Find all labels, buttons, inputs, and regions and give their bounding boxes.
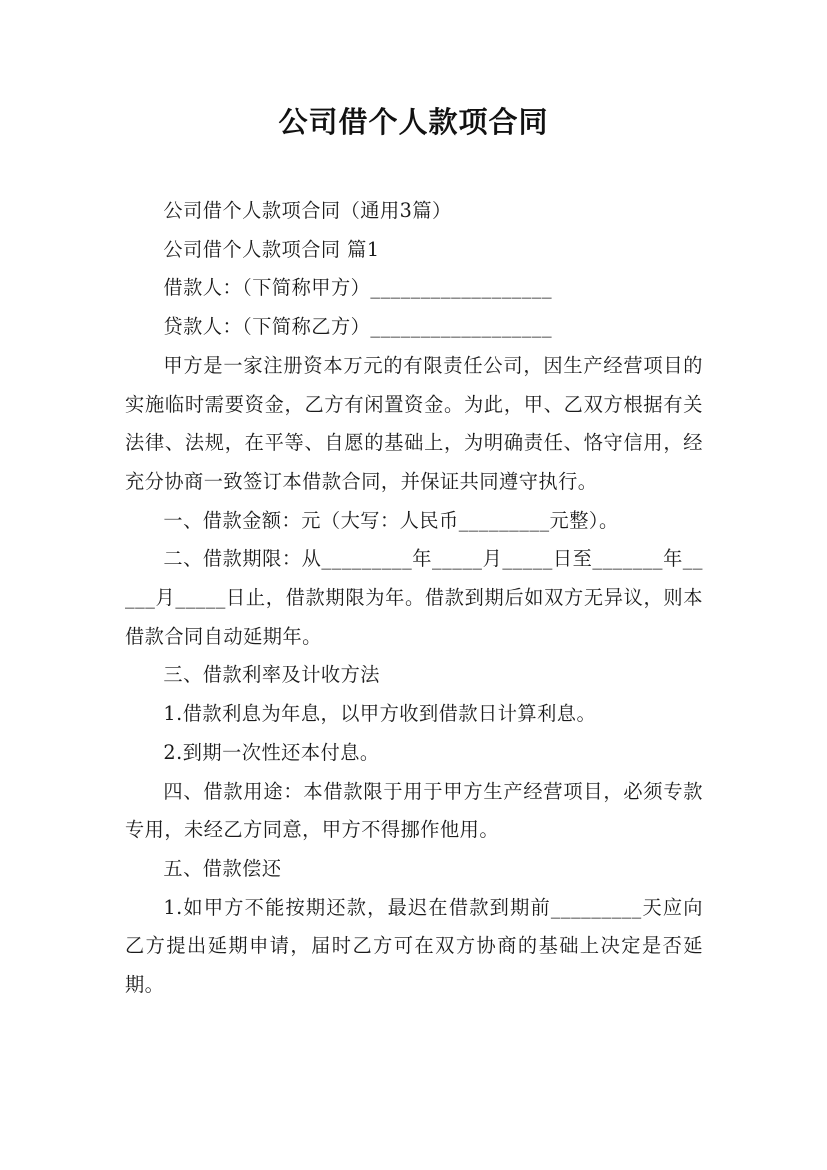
paragraph-loan-purpose: 四、借款用途：本借款限于用于甲方生产经营项目，必须专款专用，未经乙方同意，甲方不得挪作他用。 bbox=[125, 779, 703, 842]
paragraph-lender: 贷款人：（下简称乙方）__________________ bbox=[163, 315, 553, 339]
paragraph-section-heading: 公司借个人款项合同 篇1 bbox=[163, 237, 380, 261]
paragraph-repayment-item-1: 1.如甲方不能按期还款，最迟在借款到期前_________天应向乙方提出延期申请，届时乙方可在双方协商的基础上决定是否延期。 bbox=[125, 895, 703, 997]
paragraph-interest-heading: 三、借款利率及计收方法 bbox=[163, 663, 380, 687]
document-title: 公司借个人款项合同 bbox=[278, 105, 549, 139]
paragraph-preamble: 甲方是一家注册资本万元的有限责任公司，因生产经营项目的实施临时需要资金，乙方有闲置资金。为此，甲、乙双方根据有关法律、法规，在平等、自愿的基础上，为明确责任、恪守信用，经充分协商一致签订本借款合同，并保证共同遵守执行。 bbox=[125, 353, 703, 493]
paragraph-repayment-heading: 五、借款偿还 bbox=[163, 856, 282, 880]
paragraph-interest-item-1: 1.借款利息为年息，以甲方收到借款日计算利息。 bbox=[163, 702, 597, 726]
paragraph-loan-amount: 一、借款金额：元（大写：人民币_________元整）。 bbox=[163, 508, 619, 532]
paragraph-interest-item-2: 2.到期一次性还本付息。 bbox=[163, 740, 380, 764]
paragraph-loan-term: 二、借款期限：从_________年_____月_____日至_______年_____月_____日止，借款期限为年。借款到期后如双方无异议，则本借款合同自动延期年。 bbox=[125, 547, 703, 648]
document-body bbox=[125, 192, 703, 1005]
paragraph-borrower: 借款人：（下简称甲方）__________________ bbox=[163, 276, 553, 300]
paragraph-subtitle: 公司借个人款项合同（通用3篇） bbox=[163, 199, 452, 222]
